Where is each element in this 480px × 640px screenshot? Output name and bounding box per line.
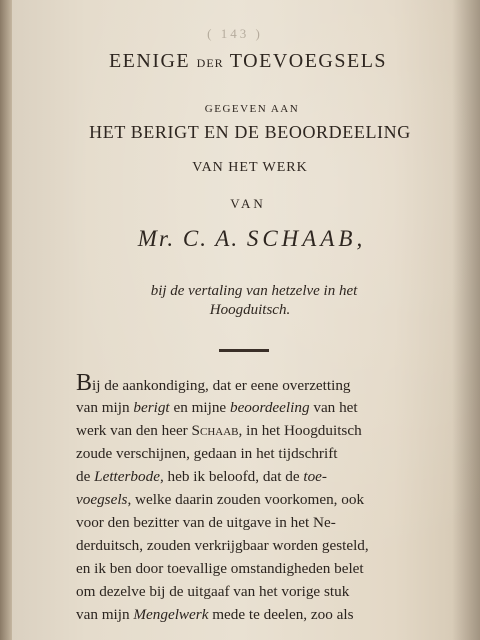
heading-line-1 <box>8 50 480 73</box>
heading-line-5: VAN <box>230 196 266 211</box>
page-number: ( 143 ) <box>207 26 263 41</box>
body-line: van mijn Mengelwerk mede te deelen, zoo als <box>76 606 354 623</box>
author-surname: SCHAAB, <box>246 226 367 251</box>
body-line: en ik ben door toevallige omstandigheden belet <box>76 560 364 577</box>
heading-line-4: VAN HET WERK <box>192 160 308 175</box>
subtitle-line-2: Hoogduitsch. <box>209 302 291 318</box>
heading-word-3: TOEVOEGSELS <box>229 50 388 72</box>
body-line: van mijn berigt en mijne beoordeeling van het <box>76 399 358 416</box>
body-line: voegsels, welke daarin zouden voorkomen, ook <box>76 491 365 508</box>
body-line: voor den bezitter van de uitgave in het Ne- <box>76 514 336 531</box>
page-spine-shadow <box>452 0 480 640</box>
author-line <box>12 226 480 252</box>
body-paragraph <box>76 370 456 626</box>
body-line: derduitsch, zouden verkrijgbaar worden gesteld, <box>76 537 369 554</box>
body-line: werk van den heer Schaab, in het Hoogduitsch <box>76 422 362 439</box>
drop-cap: B <box>76 370 93 396</box>
heading-word-1: EENIGE <box>108 50 191 72</box>
body-line: de Letterbode, heb ik beloofd, dat de toe- <box>76 468 327 485</box>
subtitle-line-1: bij de vertaling van hetzelve in het <box>150 283 358 299</box>
body-line: Bij de aankondiging, dat er eene overzetting <box>76 370 351 396</box>
section-divider <box>219 349 269 352</box>
heading-line-3: HET BERIGT EN DE BEOORDEELING <box>89 122 411 142</box>
body-line: om dezelve bij de uitgaaf van het vorige stuk <box>76 583 350 600</box>
heading-word-2: DER <box>196 56 224 70</box>
heading-line-2: GEGEVEN AAN <box>204 103 300 115</box>
body-line: zoude verschijnen, gedaan in het tijdschrift <box>76 445 338 462</box>
author-prefix: Mr. C. A. <box>137 226 240 251</box>
page-left-edge <box>0 0 12 640</box>
